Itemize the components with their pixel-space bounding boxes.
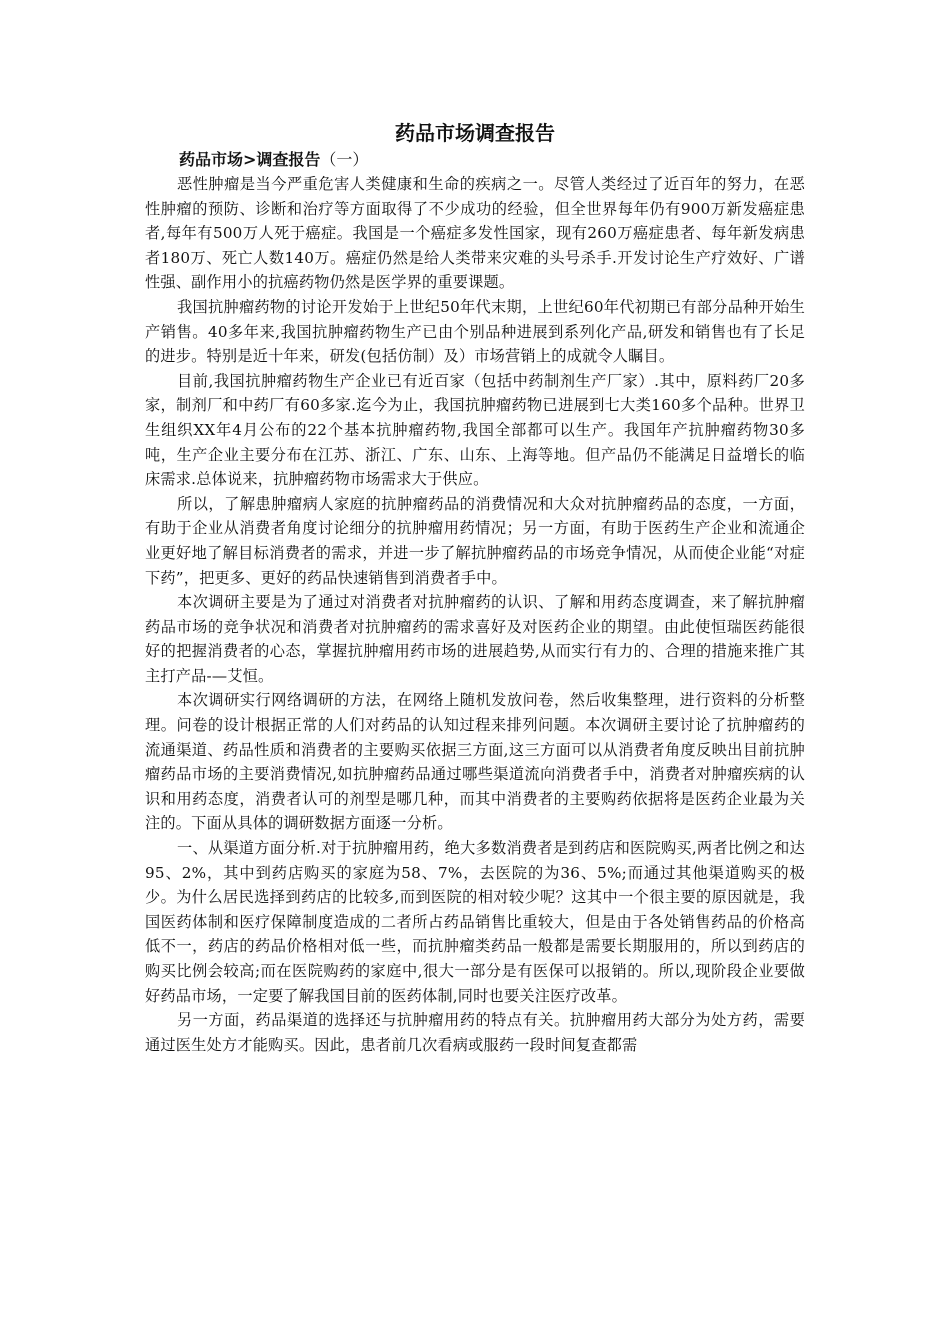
subtitle-text: 药品市场>调查报告 bbox=[179, 150, 321, 169]
document-page bbox=[145, 118, 805, 1057]
paragraph: 我国抗肿瘤药物的讨论开发始于上世纪50年代末期，上世纪60年代初期已有部分品种开始生产销售。40多年来,我国抗肿瘤药物生产已由个别品种进展到系列化产品,研发和销售也有了长足的进步。特别是近十年来，研发(包括仿制）及）市场营销上的成就令人瞩目。 bbox=[145, 297, 805, 366]
paragraph: 恶性肿瘤是当今严重危害人类健康和生命的疾病之一。尽管人类经过了近百年的努力，在恶性肿瘤的预防、诊断和治疗等方面取得了不少成功的经验，但全世界每年仍有900万新发癌症患者,每年有500万人死于癌症。我国是一个癌症多发性国家，现有260万癌症患者、每年新发病患者180万、死亡人数140万。癌症仍然是给人类带来灾难的头号杀手.开发讨论生产疗效好、广谱性强、副作用小的抗癌药物仍然是医学界的重要课题。 bbox=[145, 175, 805, 292]
paragraph: 所以，了解患肿瘤病人家庭的抗肿瘤药品的消费情况和大众对抗肿瘤药品的态度，一方面，有助于企业从消费者角度讨论细分的抗肿瘤用药情况；另一方面，有助于医药生产企业和流通企业更好地了解目标消费者的需求，并进一步了解抗肿瘤药品的市场竞争情况，从而使企业能“对症下药”，把更多、更好的药品快速销售到消费者手中。 bbox=[145, 494, 805, 587]
paragraph: 一、从渠道方面分析.对于抗肿瘤用药，绝大多数消费者是到药店和医院购买,两者比例之和达95、2%，其中到药店购买的家庭为58、7%，去医院的为36、5%;而通过其他渠道购买的极少。为什么居民选择到药店的比较多,而到医院的相对较少呢？这其中一个很主要的原因就是，我国医药体制和医疗保障制度造成的二者所占药品销售比重较大，但是由于各处销售药品的价格高低不一，药店的药品价格相对低一些，而抗肿瘤类药品一般都是需要长期服用的，所以到药店的购买比例会较高;而在医院购药的家庭中,很大一部分是有医保可以报销的。所以,现阶段企业要做好药品市场，一定要了解我国目前的医药体制,同时也要关注医疗改革。 bbox=[145, 839, 805, 1005]
paragraph: 本次调研实行网络调研的方法，在网络上随机发放问卷，然后收集整理，进行资料的分析整理。问卷的设计根据正常的人们对药品的认知过程来排列问题。本次调研主要讨论了抗肿瘤药的流通渠道、药品性质和消费者的主要购买依据三方面,这三方面可以从消费者角度反映出目前抗肿瘤药品市场的主要消费情况,如抗肿瘤药品通过哪些渠道流向消费者手中，消费者对肿瘤疾病的认识和用药态度，消费者认可的剂型是哪几种，而其中消费者的主要购药依据将是医药企业最为关注的。下面从具体的调研数据方面逐一分析。 bbox=[145, 691, 805, 833]
paragraph: 另一方面，药品渠道的选择还与抗肿瘤用药的特点有关。抗肿瘤用药大部分为处方药，需要通过医生处方才能购买。因此，患者前几次看病或服药一段时间复查都需 bbox=[145, 1011, 805, 1054]
document-title: 药品市场调查报告 bbox=[395, 121, 555, 145]
section-subtitle bbox=[179, 148, 805, 172]
subtitle-suffix: （一） bbox=[320, 150, 369, 169]
paragraph: 目前,我国抗肿瘤药物生产企业已有近百家（包括中药制剂生产厂家）.其中，原料药厂20多家，制剂厂和中药厂有60多家.迄今为止，我国抗肿瘤药物已进展到七大类160多个品种。世界卫生组织XX年4月公布的22个基本抗肿瘤药物,我国全部都可以生产。我国年产抗肿瘤药物30多吨，生产企业主要分布在江苏、浙江、广东、山东、上海等地。但产品仍不能满足日益增长的临床需求.总体说来，抗肿瘤药物市场需求大于供应。 bbox=[145, 371, 805, 489]
paragraph: 本次调研主要是为了通过对消费者对抗肿瘤药的认识、了解和用药态度调查，来了解抗肿瘤药品市场的竞争状况和消费者对抗肿瘤药的需求喜好及对医药企业的期望。由此使恒瑞医药能很好的把握消费者的心态，掌握抗肿瘤用药市场的进展趋势,从而实行有力的、合理的措施来推广其主打产品-—艾恒。 bbox=[145, 593, 805, 685]
